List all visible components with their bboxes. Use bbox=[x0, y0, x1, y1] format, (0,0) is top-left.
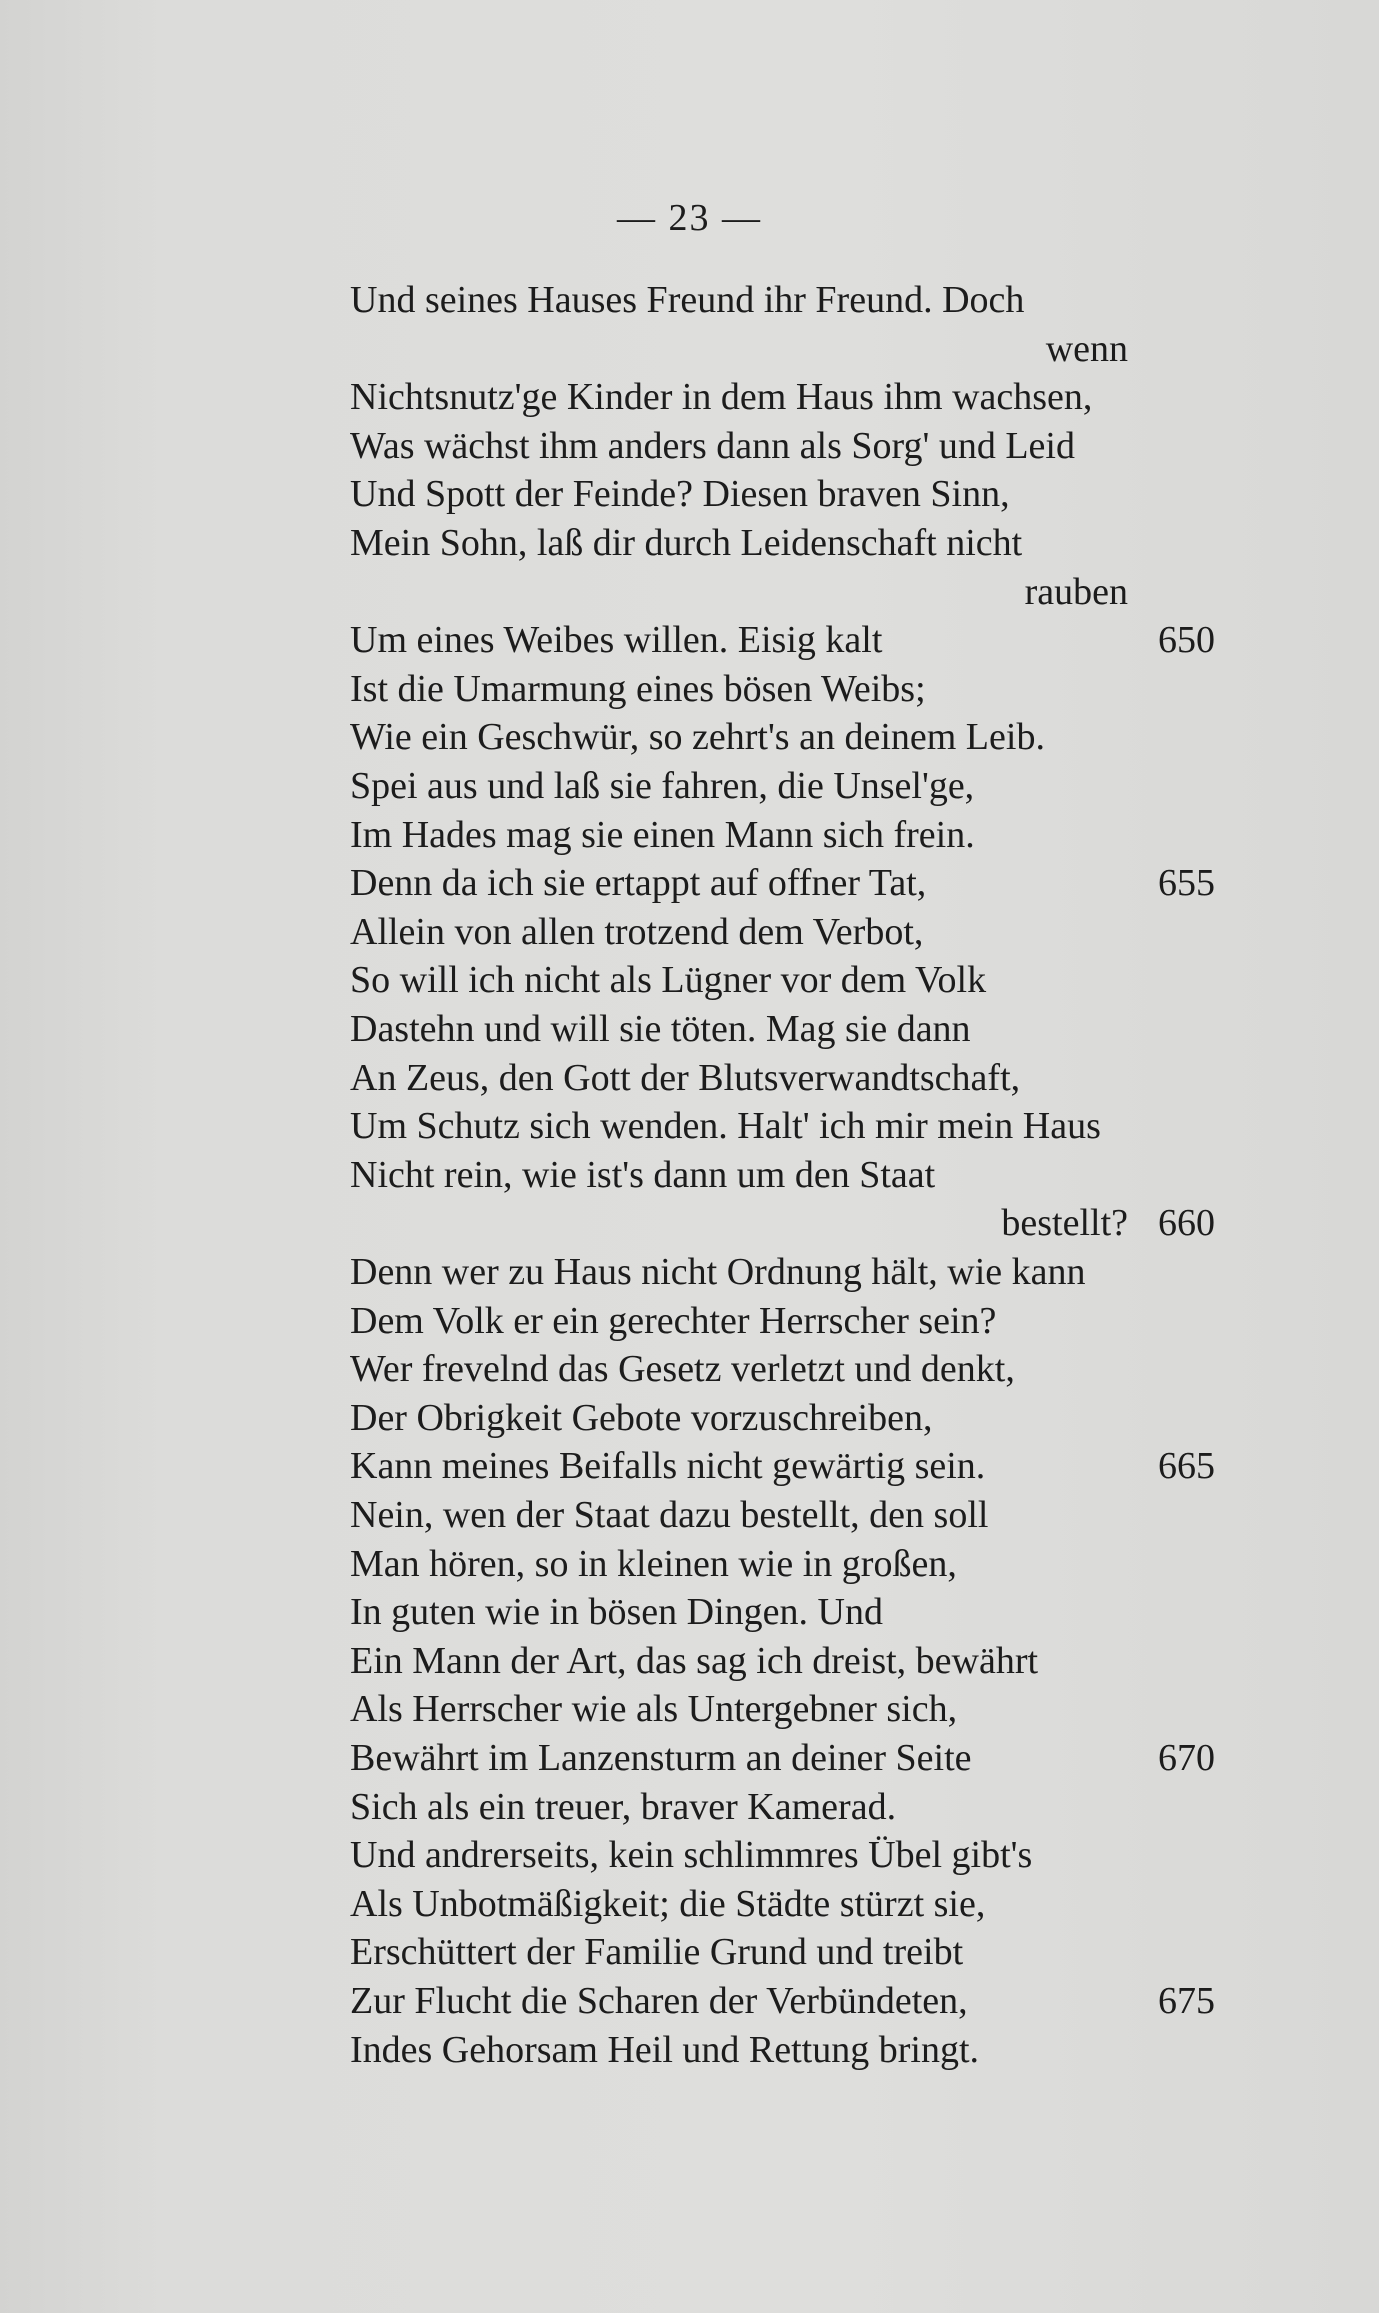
verse-text: Um eines Weibes willen. Eisig kalt bbox=[350, 619, 883, 661]
verse-text: Was wächst ihm anders dann als Sorg' und Leid bbox=[350, 425, 1075, 467]
verse-text: Der Obrigkeit Gebote vorzuschreiben, bbox=[350, 1397, 933, 1439]
line-number: 655 bbox=[1158, 862, 1215, 904]
verse-text: Und seines Hauses Freund ihr Freund. Doch bbox=[350, 279, 1025, 321]
line-number: 660 bbox=[1158, 1202, 1215, 1244]
verse-text: Dem Volk er ein gerechter Herrscher sein? bbox=[350, 1300, 997, 1342]
verse-line bbox=[350, 1588, 1140, 1636]
verse-line bbox=[350, 616, 1215, 664]
verse-line bbox=[350, 276, 1140, 324]
verse-line bbox=[350, 1394, 1140, 1442]
verse-line bbox=[350, 470, 1140, 518]
verse-text: Ist die Umarmung eines bösen Weibs; bbox=[350, 668, 926, 710]
verse-line bbox=[350, 811, 1140, 859]
verse-line bbox=[350, 713, 1140, 761]
verse-line bbox=[350, 1831, 1140, 1879]
verse-text: Allein von allen trotzend dem Verbot, bbox=[350, 911, 924, 953]
verse-line bbox=[350, 956, 1140, 1004]
verse-text: Als Herrscher wie als Untergebner sich, bbox=[350, 1688, 958, 1730]
verse-line bbox=[350, 1637, 1140, 1685]
verse-line bbox=[350, 325, 1350, 373]
verse-line bbox=[350, 1199, 1350, 1247]
verse-text: Erschüttert der Familie Grund und treibt bbox=[350, 1931, 964, 1973]
line-number: 670 bbox=[1158, 1737, 1215, 1779]
verse-text: Sich als ein treuer, braver Kamerad. bbox=[350, 1786, 897, 1828]
verse-line bbox=[350, 519, 1140, 567]
verse-line bbox=[350, 665, 1140, 713]
verse-line bbox=[350, 1783, 1140, 1831]
verse-text: Kann meines Beifalls nicht gewärtig sein. bbox=[350, 1445, 986, 1487]
verse-text: Im Hades mag sie einen Mann sich frein. bbox=[350, 814, 975, 856]
verse-line bbox=[350, 373, 1140, 421]
verse-line bbox=[350, 1880, 1140, 1928]
verse-text: Nicht rein, wie ist's dann um den Staat bbox=[350, 1154, 936, 1196]
verse-line bbox=[350, 1540, 1140, 1588]
line-number: 650 bbox=[1158, 619, 1215, 661]
verse-line bbox=[350, 1685, 1140, 1733]
line-number: 675 bbox=[1158, 1980, 1215, 2022]
verse-text: Wer frevelnd das Gesetz verletzt und denkt, bbox=[350, 1348, 1015, 1390]
verse-text: Mein Sohn, laß dir durch Leidenschaft nicht bbox=[350, 522, 1023, 564]
verse-line bbox=[350, 1151, 1140, 1199]
verse-line bbox=[350, 1442, 1215, 1490]
verse-text: Wie ein Geschwür, so zehrt's an deinem Leib. bbox=[350, 716, 1045, 758]
verse-line bbox=[350, 1734, 1215, 1782]
verse-line bbox=[350, 762, 1140, 810]
verse-text: In guten wie in bösen Dingen. Und bbox=[350, 1591, 883, 1633]
verse-text: rauben bbox=[1024, 571, 1128, 613]
verse-text: Denn da ich sie ertappt auf offner Tat, bbox=[350, 862, 927, 904]
verse-line bbox=[350, 1248, 1140, 1296]
verse-line bbox=[350, 568, 1350, 616]
verse-text: Man hören, so in kleinen wie in großen, bbox=[350, 1543, 957, 1585]
verse-line bbox=[350, 1102, 1140, 1150]
verse-line bbox=[350, 1928, 1140, 1976]
verse-text: Zur Flucht die Scharen der Verbündeten, bbox=[350, 1980, 968, 2022]
verse-text: Und andrerseits, kein schlimmres Übel gibt's bbox=[350, 1834, 1033, 1876]
verse-text: Denn wer zu Haus nicht Ordnung hält, wie kann bbox=[350, 1251, 1086, 1293]
verse-line bbox=[350, 1977, 1215, 2025]
verse-line bbox=[350, 1297, 1140, 1345]
verse-line bbox=[350, 1054, 1140, 1102]
verse-line bbox=[350, 2026, 1140, 2074]
verse-text: Als Unbotmäßigkeit; die Städte stürzt sie, bbox=[350, 1883, 986, 1925]
verse-text: Und Spott der Feinde? Diesen braven Sinn, bbox=[350, 473, 1010, 515]
verse-text: Indes Gehorsam Heil und Rettung bringt. bbox=[350, 2029, 980, 2071]
verse-line bbox=[350, 1491, 1140, 1539]
verse-text: Nein, wen der Staat dazu bestellt, den soll bbox=[350, 1494, 989, 1536]
verse-line bbox=[350, 859, 1215, 907]
verse-text: Um Schutz sich wenden. Halt' ich mir mein Haus bbox=[350, 1105, 1101, 1147]
verse-text: An Zeus, den Gott der Blutsverwandtschaft, bbox=[350, 1057, 1021, 1099]
verse-text: bestellt? bbox=[1001, 1202, 1128, 1244]
verse-text: So will ich nicht als Lügner vor dem Volk bbox=[350, 959, 987, 1001]
verse-line bbox=[350, 1345, 1140, 1393]
verse-text: Ein Mann der Art, das sag ich dreist, bewährt bbox=[350, 1640, 1039, 1682]
verse-line bbox=[350, 422, 1140, 470]
verse-line bbox=[350, 908, 1140, 956]
verse-text: Dastehn und will sie töten. Mag sie dann bbox=[350, 1008, 971, 1050]
page-number: — 23 — bbox=[617, 197, 762, 239]
line-number: 665 bbox=[1158, 1445, 1215, 1487]
verse-line bbox=[350, 1005, 1140, 1053]
verse-text: Nichtsnutz'ge Kinder in dem Haus ihm wachsen, bbox=[350, 376, 1093, 418]
verse-text: Bewährt im Lanzensturm an deiner Seite bbox=[350, 1737, 972, 1779]
verse-text: Spei aus und laß sie fahren, die Unsel'ge, bbox=[350, 765, 975, 807]
verse-text: wenn bbox=[1045, 328, 1128, 370]
